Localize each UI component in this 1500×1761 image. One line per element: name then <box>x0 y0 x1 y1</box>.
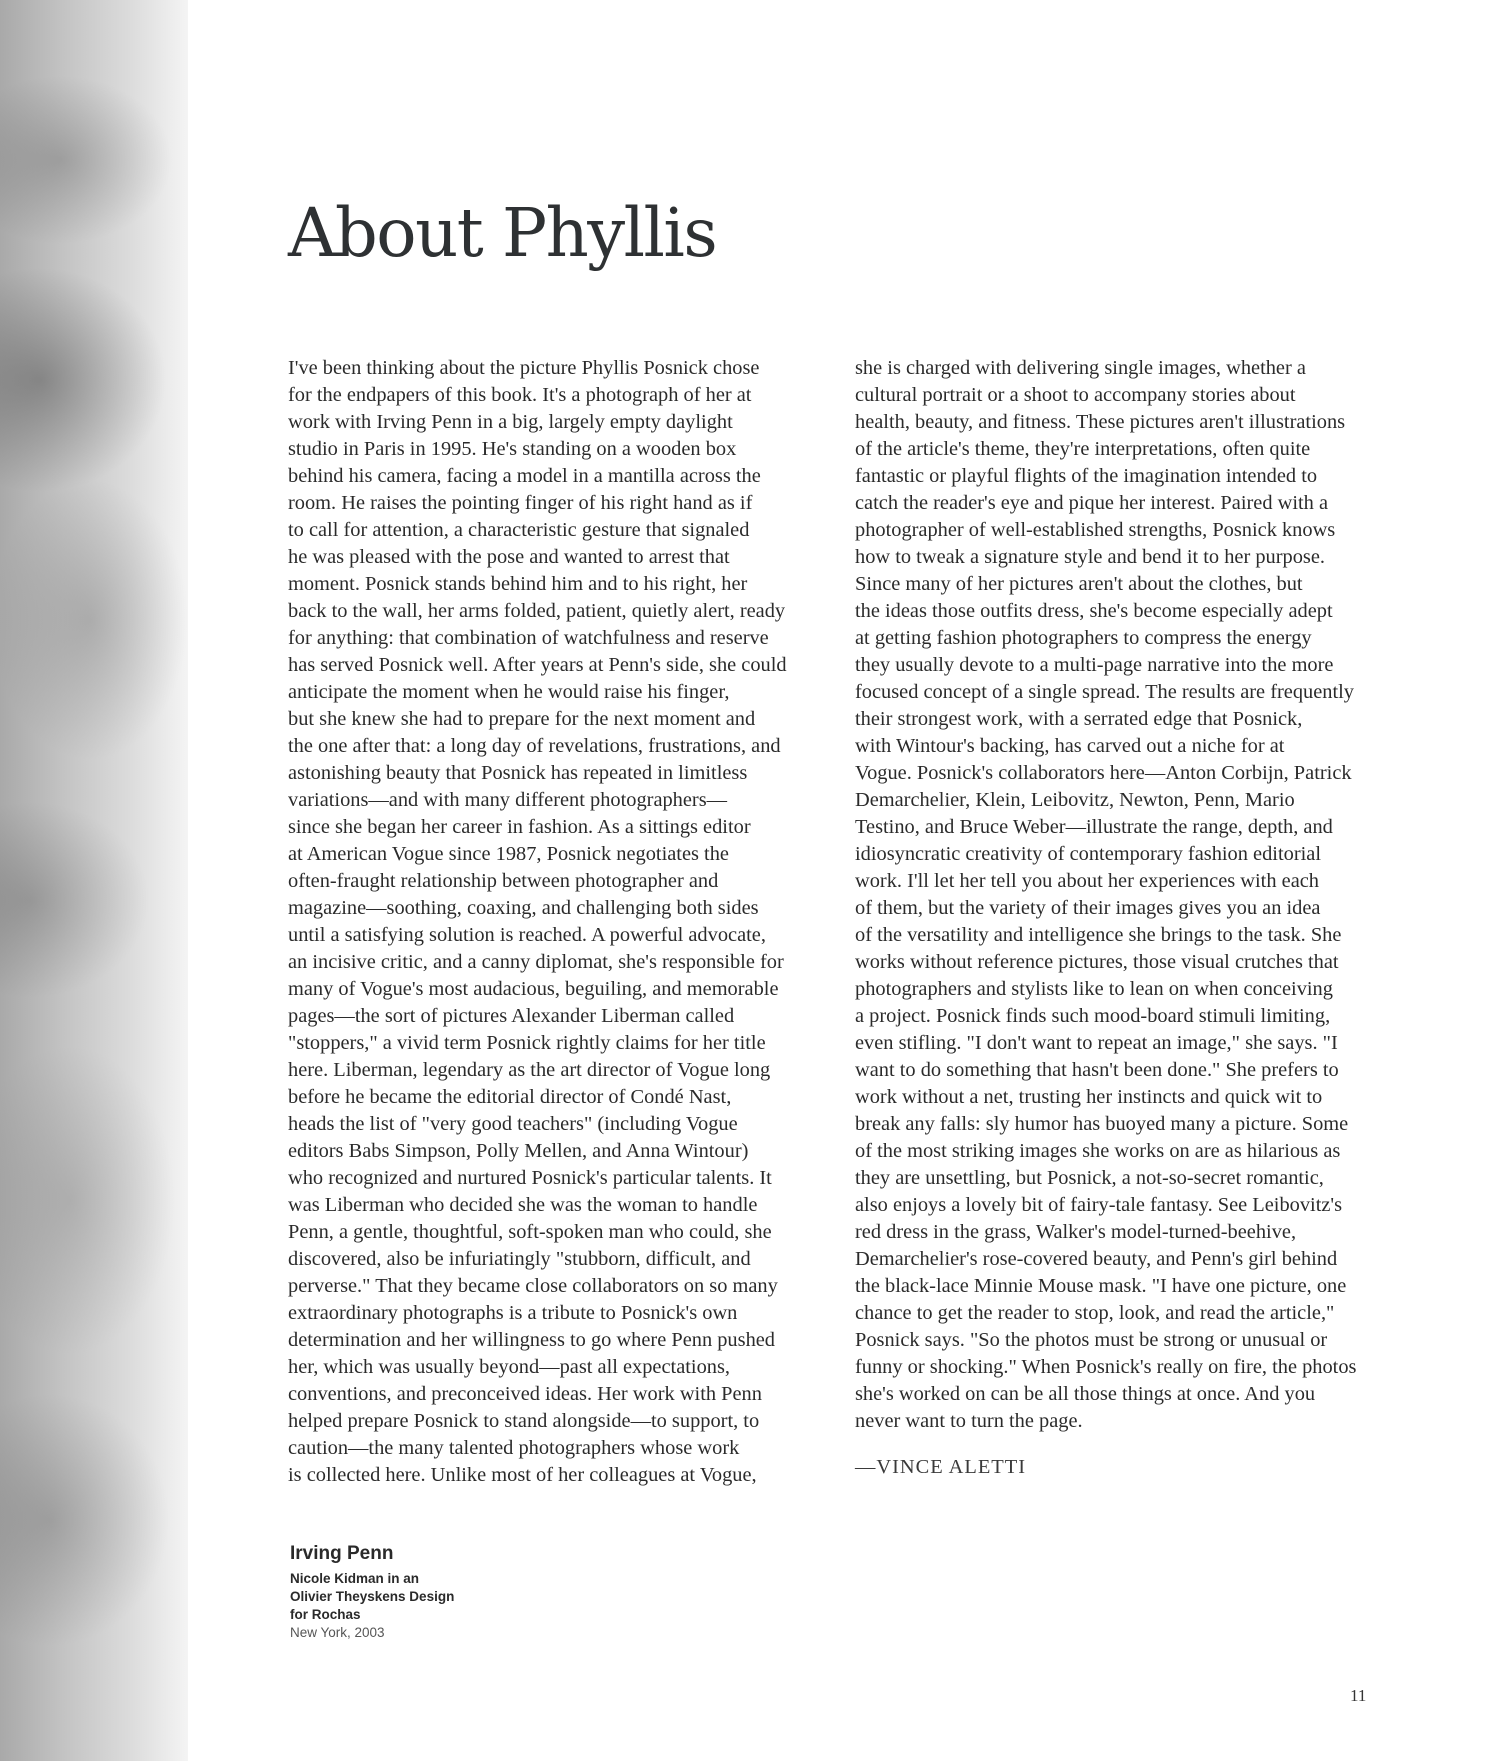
photo-edge-strip <box>0 0 188 1761</box>
essay-line: determination and her willingness to go where Penn pushed <box>288 1329 776 1351</box>
essay-line: her, which was usually beyond—past all expectations, <box>288 1356 731 1378</box>
essay-line: she is charged with delivering single images, whether a <box>855 357 1306 379</box>
essay-line: pages—the sort of pictures Alexander Liberman called <box>288 1005 735 1027</box>
essay-line: a project. Posnick finds such mood-board stimuli limiting, <box>855 1005 1331 1027</box>
essay-line: their strongest work, with a serrated edge that Posnick, <box>855 708 1303 730</box>
essay-line: even stifling. "I don't want to repeat an image," she says. "I <box>855 1032 1338 1054</box>
essay-line: before he became the editorial director of Condé Nast, <box>288 1086 732 1108</box>
essay-line: cultural portrait or a shoot to accompany stories about <box>855 384 1296 406</box>
essay-line: Vogue. Posnick's collaborators here—Anton Corbijn, Patrick <box>855 762 1352 784</box>
essay-line: Demarchelier, Klein, Leibovitz, Newton, Penn, Mario <box>855 789 1295 811</box>
essay-line: work. I'll let her tell you about her experiences with each <box>855 870 1319 892</box>
essay-line: Posnick says. "So the photos must be strong or unusual or <box>855 1329 1328 1351</box>
essay-column-left <box>288 355 798 1489</box>
essay-line: of them, but the variety of their images gives you an idea <box>855 897 1321 919</box>
essay-line: idiosyncratic creativity of contemporary fashion editorial <box>855 843 1321 865</box>
essay-line: back to the wall, her arms folded, patient, quietly alert, ready <box>288 600 786 622</box>
essay-line: Testino, and Bruce Weber—illustrate the range, depth, and <box>855 816 1333 838</box>
essay-line: heads the list of "very good teachers" (including Vogue <box>288 1113 738 1135</box>
essay-line: at American Vogue since 1987, Posnick negotiates the <box>288 843 729 865</box>
essay-line: focused concept of a single spread. The results are frequently <box>855 681 1355 703</box>
essay-line: Since many of her pictures aren't about the clothes, but <box>855 573 1303 595</box>
page-number: 11 <box>1350 1686 1367 1705</box>
essay-line: perverse." That they became close collaborators on so many <box>288 1275 778 1297</box>
essay-line: until a satisfying solution is reached. A powerful advocate, <box>288 924 766 946</box>
caption-title-line: Nicole Kidman in an <box>290 1571 420 1586</box>
essay-line: break any falls: sly humor has buoyed many a picture. Some <box>855 1113 1349 1135</box>
essay-line: is collected here. Unlike most of her colleagues at Vogue, <box>288 1464 757 1486</box>
essay-line: red dress in the grass, Walker's model-turned-beehive, <box>855 1221 1297 1243</box>
caption-title-line: Olivier Theyskens Design <box>290 1589 455 1604</box>
essay-line: funny or shocking." When Posnick's really on fire, the photos <box>855 1356 1357 1378</box>
essay-line: since she began her career in fashion. As a sittings editor <box>288 816 751 838</box>
essay-line: with Wintour's backing, has carved out a niche for at <box>855 735 1285 757</box>
essay-line: they usually devote to a multi-page narrative into the more <box>855 654 1334 676</box>
essay-line: has served Posnick well. After years at Penn's side, she could <box>288 654 787 676</box>
essay-line: anticipate the moment when he would raise his finger, <box>288 681 730 703</box>
essay-line: at getting fashion photographers to compress the energy <box>855 627 1312 649</box>
essay-line: catch the reader's eye and pique her interest. Paired with a <box>855 492 1329 514</box>
photo-caption <box>290 1541 454 1642</box>
essay-line: of the versatility and intelligence she brings to the task. She <box>855 924 1342 946</box>
essay-line: magazine—soothing, coaxing, and challenging both sides <box>288 897 759 919</box>
essay-line: chance to get the reader to stop, look, and read the article," <box>855 1302 1335 1324</box>
essay-line: extraordinary photographs is a tribute to Posnick's own <box>288 1302 738 1324</box>
essay-line: editors Babs Simpson, Polly Mellen, and Anna Wintour) <box>288 1140 749 1162</box>
essay-line: "stoppers," a vivid term Posnick rightly claims for her title <box>288 1032 766 1054</box>
essay-line: astonishing beauty that Posnick has repeated in limitless <box>288 762 748 784</box>
essay-line: works without reference pictures, those visual crutches that <box>855 951 1339 973</box>
essay-line: photographer of well-established strengths, Posnick knows <box>855 519 1336 541</box>
essay-line: behind his camera, facing a model in a mantilla across the <box>288 465 761 487</box>
essay-line: I've been thinking about the picture Phyllis Posnick chose <box>288 357 760 379</box>
caption-photographer: Irving Penn <box>290 1543 394 1564</box>
essay-line: how to tweak a signature style and bend it to her purpose. <box>855 546 1326 568</box>
essay-line: here. Liberman, legendary as the art director of Vogue long <box>288 1059 771 1081</box>
essay-line: who recognized and nurtured Posnick's particular talents. It <box>288 1167 772 1189</box>
essay-line: the ideas those outfits dress, she's become especially adept <box>855 600 1333 622</box>
essay-line: conventions, and preconceived ideas. Her work with Penn <box>288 1383 762 1405</box>
caption-place-date: New York, 2003 <box>290 1625 385 1640</box>
essay-line: many of Vogue's most audacious, beguiling, and memorable <box>288 978 779 1000</box>
caption-title-line: for Rochas <box>290 1607 361 1622</box>
essay-column-right <box>855 355 1360 1435</box>
essay-line: was Liberman who decided she was the woman to handle <box>288 1194 758 1216</box>
essay-line: studio in Paris in 1995. He's standing on a wooden box <box>288 438 737 460</box>
essay-line: helped prepare Posnick to stand alongside—to support, to <box>288 1410 760 1432</box>
essay-line: photographers and stylists like to lean on when conceiving <box>855 978 1333 1000</box>
essay-line: Demarchelier's rose-covered beauty, and Penn's girl behind <box>855 1248 1338 1270</box>
essay-line: to call for attention, a characteristic gesture that signaled <box>288 519 750 541</box>
essay-line: discovered, also be infuriatingly "stubborn, difficult, and <box>288 1248 751 1270</box>
page-title: About Phyllis <box>288 194 717 272</box>
essay-line: moment. Posnick stands behind him and to his right, her <box>288 573 748 595</box>
essay-line: for the endpapers of this book. It's a photograph of her at <box>288 384 752 406</box>
essay-line: the black-lace Minnie Mouse mask. "I have one picture, one <box>855 1275 1347 1297</box>
essay-line: of the article's theme, they're interpretations, often quite <box>855 438 1311 460</box>
essay-line: work without a net, trusting her instincts and quick wit to <box>855 1086 1323 1108</box>
essay-line: an incisive critic, and a canny diplomat, she's responsible for <box>288 951 784 973</box>
essay-line: Penn, a gentle, thoughtful, soft-spoken man who could, she <box>288 1221 772 1243</box>
essay-line: fantastic or playful flights of the imagination intended to <box>855 465 1318 487</box>
essay-line: room. He raises the pointing finger of his right hand as if <box>288 492 753 514</box>
author-signature: —VINCE ALETTI <box>855 1456 1026 1478</box>
essay-line: for anything: that combination of watchfulness and reserve <box>288 627 769 649</box>
essay-line: he was pleased with the pose and wanted to arrest that <box>288 546 730 568</box>
essay-line: often-fraught relationship between photographer and <box>288 870 719 892</box>
essay-line: want to do something that hasn't been done." She prefers to <box>855 1059 1339 1081</box>
essay-line: she's worked on can be all those things at once. And you <box>855 1383 1316 1405</box>
essay-line: caution—the many talented photographers whose work <box>288 1437 740 1459</box>
essay-line: but she knew she had to prepare for the next moment and <box>288 708 756 730</box>
essay-line: variations—and with many different photographers— <box>288 789 728 811</box>
essay-line: health, beauty, and fitness. These pictures aren't illustrations <box>855 411 1346 433</box>
essay-line: the one after that: a long day of revelations, frustrations, and <box>288 735 781 757</box>
essay-line: work with Irving Penn in a big, largely empty daylight <box>288 411 733 433</box>
essay-line: they are unsettling, but Posnick, a not-so-secret romantic, <box>855 1167 1324 1189</box>
essay-line: never want to turn the page. <box>855 1410 1083 1432</box>
essay-line: also enjoys a lovely bit of fairy-tale fantasy. See Leibovitz's <box>855 1194 1343 1216</box>
essay-line: of the most striking images she works on are as hilarious as <box>855 1140 1341 1162</box>
